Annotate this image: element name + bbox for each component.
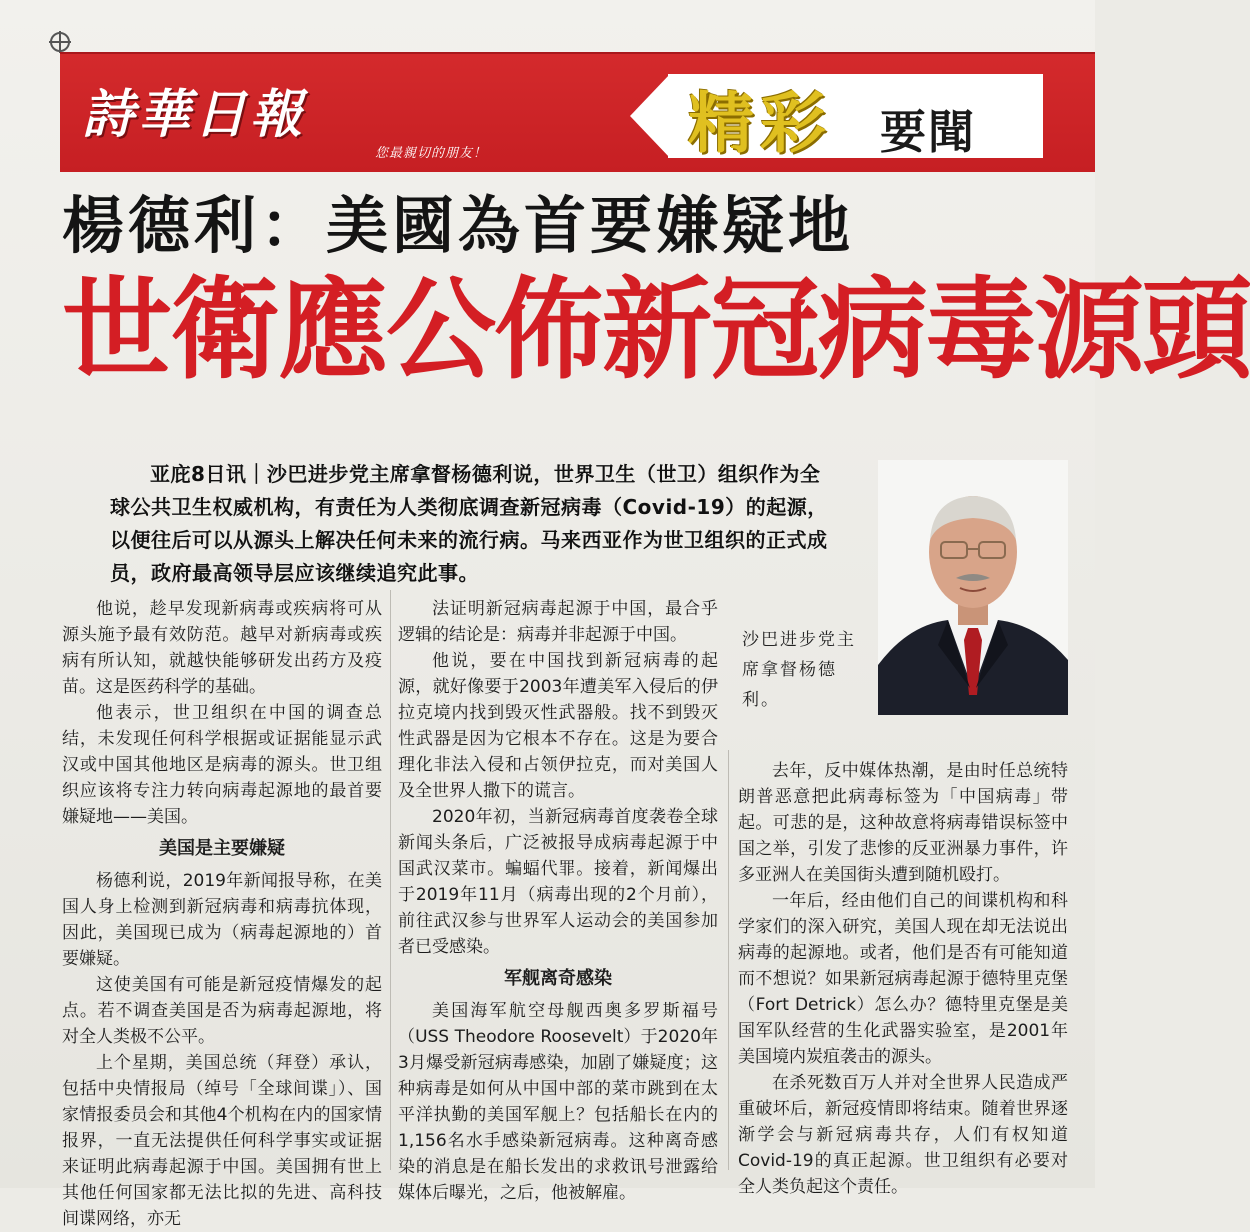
paragraph: 他说，要在中国找到新冠病毒的起源，就好像要于2003年遭美军入侵后的伊拉克境内找到毁灭性武器般。找不到毁灭性武器是因为它根本不存在。这是为要合理化非法入侵和占领伊拉克，而对美国人及全世界人撒下的谎言。 (398, 651, 718, 801)
paragraph: 美国海军航空母舰西奥多罗斯福号（USS Theodore Roosevelt）于2020年3月爆受新冠病毒感染，加剧了嫌疑度；这种病毒是如何从中国中部的菜市跳到在太平洋执勤的美国军舰上？包括船长在内的1,156名水手感染新冠病毒。这种离奇感染的消息是在船长发出的求救讯号泄露给媒体后曝光，之后，他被解雇。 (398, 1001, 718, 1203)
headline-main: 世衛應公佈新冠病毒源頭 (62, 266, 1250, 394)
section-label-sub: 要聞 (880, 105, 976, 159)
newspaper-slogan: 您最親切的朋友！ (375, 146, 488, 161)
paragraph: 他表示，世卫组织在中国的调查总结，未发现任何科学根据或证据能显示武汉或中国其他地区是病毒的源头。世卫组织应该将专注力转向病毒起源地的最首要嫌疑地——美国。 (62, 703, 382, 827)
article-column-3 (738, 758, 1068, 1200)
column-divider (390, 590, 391, 1170)
article-column-2 (398, 596, 718, 1206)
paragraph: 去年，反中媒体热潮，是由时任总统特朗普恶意把此病毒标签为「中国病毒」带起。可悲的是，这种故意将病毒错误标签中国之举，引发了悲惨的反亚洲暴力事件，许多亚洲人在美国街头遭到随机殴打。 (738, 761, 1068, 885)
paragraph: 上个星期，美国总统（拜登）承认，包括中央情报局（绰号「全球间谍」）、国家情报委员会和其他4个机构在内的国家情报界，一直无法提供任何科学事实或证据来证明此病毒起源于中国。美国拥有世上其他任何国家都无法比拟的先进、高科技间谍网络，亦无 (62, 1053, 382, 1229)
section-label-main: 精彩 (688, 85, 832, 162)
registration-mark-icon (50, 32, 70, 52)
subheading: 军舰离奇感染 (504, 968, 612, 989)
paragraph: 法证明新冠病毒起源于中国，最合乎逻辑的结论是：病毒并非起源于中国。 (398, 599, 718, 645)
portrait-illustration (878, 460, 1068, 715)
headline-kicker: 楊德利：美國為首要嫌疑地 (62, 189, 855, 262)
subheading: 美国是主要嫌疑 (159, 838, 285, 859)
section-label (630, 68, 1050, 160)
paragraph: 2020年初，当新冠病毒首度袭卷全球新闻头条后，广泛被报导成病毒起源于中国武汉菜市。蝙蝠代罪。接着，新闻爆出于2019年11月（病毒出现的2个月前），前往武汉参与世界军人运动会的美国参加者已受感染。 (398, 807, 718, 957)
photo-caption: 沙巴进步党主席拿督杨德利。 (742, 630, 856, 710)
column-divider (728, 750, 729, 1170)
portrait-photo (878, 460, 1068, 715)
masthead-banner (60, 52, 1095, 172)
paragraph: 这使美国有可能是新冠疫情爆发的起点。若不调查美国是否为病毒起源地，将对全人类极不公平。 (62, 975, 382, 1047)
paragraph: 杨德利说，2019年新闻报导称，在美国人身上检测到新冠病毒和病毒抗体现，因此，美国现已成为（病毒起源地的）首要嫌疑。 (62, 871, 382, 969)
paragraph: 他说，趁早发现新病毒或疾病将可从源头施予最有效防范。越早对新病毒或疾病有所认知，就越快能够研发出药方及疫苗。这是医药科学的基础。 (62, 599, 382, 697)
paragraph: 在杀死数百万人并对全世界人民造成严重破坏后，新冠疫情即将结束。随着世界逐渐学会与新冠病毒共存，人们有权知道Covid-19的真正起源。世卫组织有必要对全人类负起这个责任。 (738, 1073, 1068, 1197)
lead-paragraph: 亚庇8日讯｜沙巴进步党主席拿督杨德利说，世界卫生（世卫）组织作为全球公共卫生权威机构，有责任为人类彻底调查新冠病毒（Covid-19）的起源，以便往后可以从源头上解决任何未来的流行病。马来西亚作为世卫组织的正式成员，政府最高领导层应该继续追究此事。 (110, 462, 828, 585)
arrow-left-icon (630, 74, 670, 158)
newspaper-name: 詩華日報 (82, 84, 307, 145)
paragraph: 一年后，经由他们自己的间谍机构和科学家们的深入研究，美国人现在却无法说出病毒的起源地。或者，他们是否有可能知道而不想说？如果新冠病毒起源于德特里克堡（Fort Detrick）怎么办？德特里克堡是美国军队经营的生化武器实验室，是2001年美国境内炭疽袭击的源头。 (738, 891, 1068, 1067)
article-column-1 (62, 596, 382, 1232)
